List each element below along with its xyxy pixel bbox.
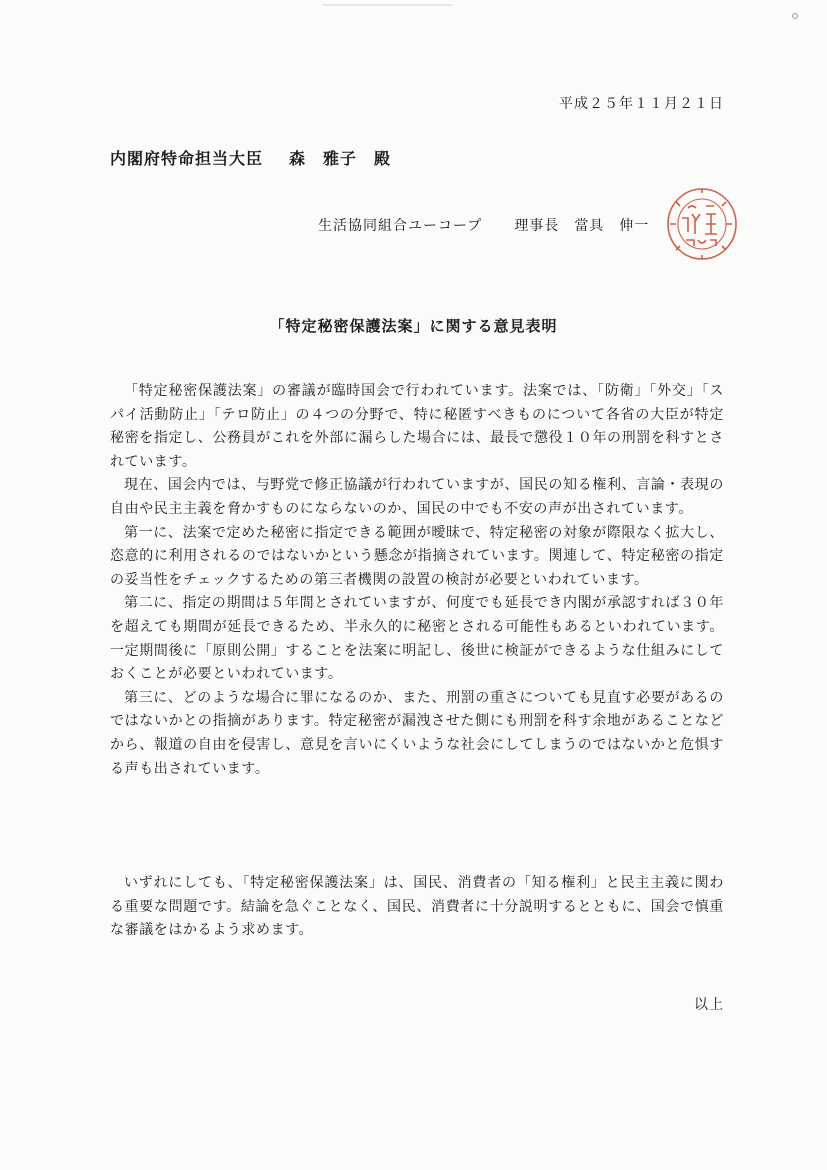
body-paragraph: 現在、国会内では、与野党で修正協議が行われていますが、国民の知る権利、言論・表現の自由や民主主義を脅かすものにならないのか、国民の中でも不安の声が出されています。 <box>110 477 724 517</box>
sender-role: 理事長 <box>514 218 560 234</box>
addressee-title: 内閣府特命担当大臣 <box>110 149 264 168</box>
addressee <box>110 146 391 169</box>
body-paragraph: 第一に、法案で定めた秘密に指定できる範囲が曖昧で、特定秘密の対象が際限なく拡大し、恣意的に利用されるのではないかという懸念が指摘されています。関連して、特定秘密の指定の妥当性をチェックするための第三者機関の設置の検討が必要といわれています。 <box>110 524 724 588</box>
sender-name: 當具 伸一 <box>574 218 650 234</box>
document-title: 「特定秘密保護法案」に関する意見表明 <box>269 317 558 335</box>
document-body <box>110 380 724 781</box>
body-paragraph: 「特定秘密保護法案」の審議が臨時国会で行われています。法案では、「防衛」「外交」「スパイ活動防止」「テロ防止」の４つの分野で、特に秘匿すべきものについて各省の大臣が特定秘密を指定し、公務員がこれを外部に漏らした場合には、最長で懲役１０年の刑罰を科すとされています。 <box>110 383 724 470</box>
body-paragraph: 第二に、指定の期間は５年間とされていますが、何度でも延長でき内閣が承認すれば３０年を超えても期間が延長できるため、半永久的に秘密とされる可能性もあるといわれています。一定期間後に「原則公開」することを法案に明記し、後世に検証ができるような仕組みにしておくことが必要といわれています。 <box>110 595 724 683</box>
addressee-name: 森 雅子 殿 <box>289 149 392 168</box>
scan-artifact-mark <box>791 12 799 20</box>
sender <box>318 215 649 235</box>
official-seal-stamp <box>662 184 740 264</box>
sender-organization: 生活協同組合ユーコープ <box>318 218 483 234</box>
closing-paragraph: いずれにしても、「特定秘密保護法案」は、国民、消費者の「知る権利」と民主主義に関わる重要な問題です。結論を急ぐことなく、国民、消費者に十分説明するとともに、国会で慎重な審議をはかるよう求めます。 <box>110 875 724 939</box>
closing-section <box>110 872 724 943</box>
scan-artifact <box>322 4 452 6</box>
end-mark: 以上 <box>694 997 724 1013</box>
document-date: 平成２５年１１月２１日 <box>559 96 724 112</box>
body-paragraph: 第三に、どのような場合に罪になるのか、また、刑罰の重さについても見直す必要があるのではないかとの指摘があります。特定秘密が漏洩させた側にも刑罰を科す余地があることなどから、報道の自由を侵害し、意見を言いにくいような社会にしてしまうのではないかと危惧する声も出されています。 <box>110 689 724 777</box>
